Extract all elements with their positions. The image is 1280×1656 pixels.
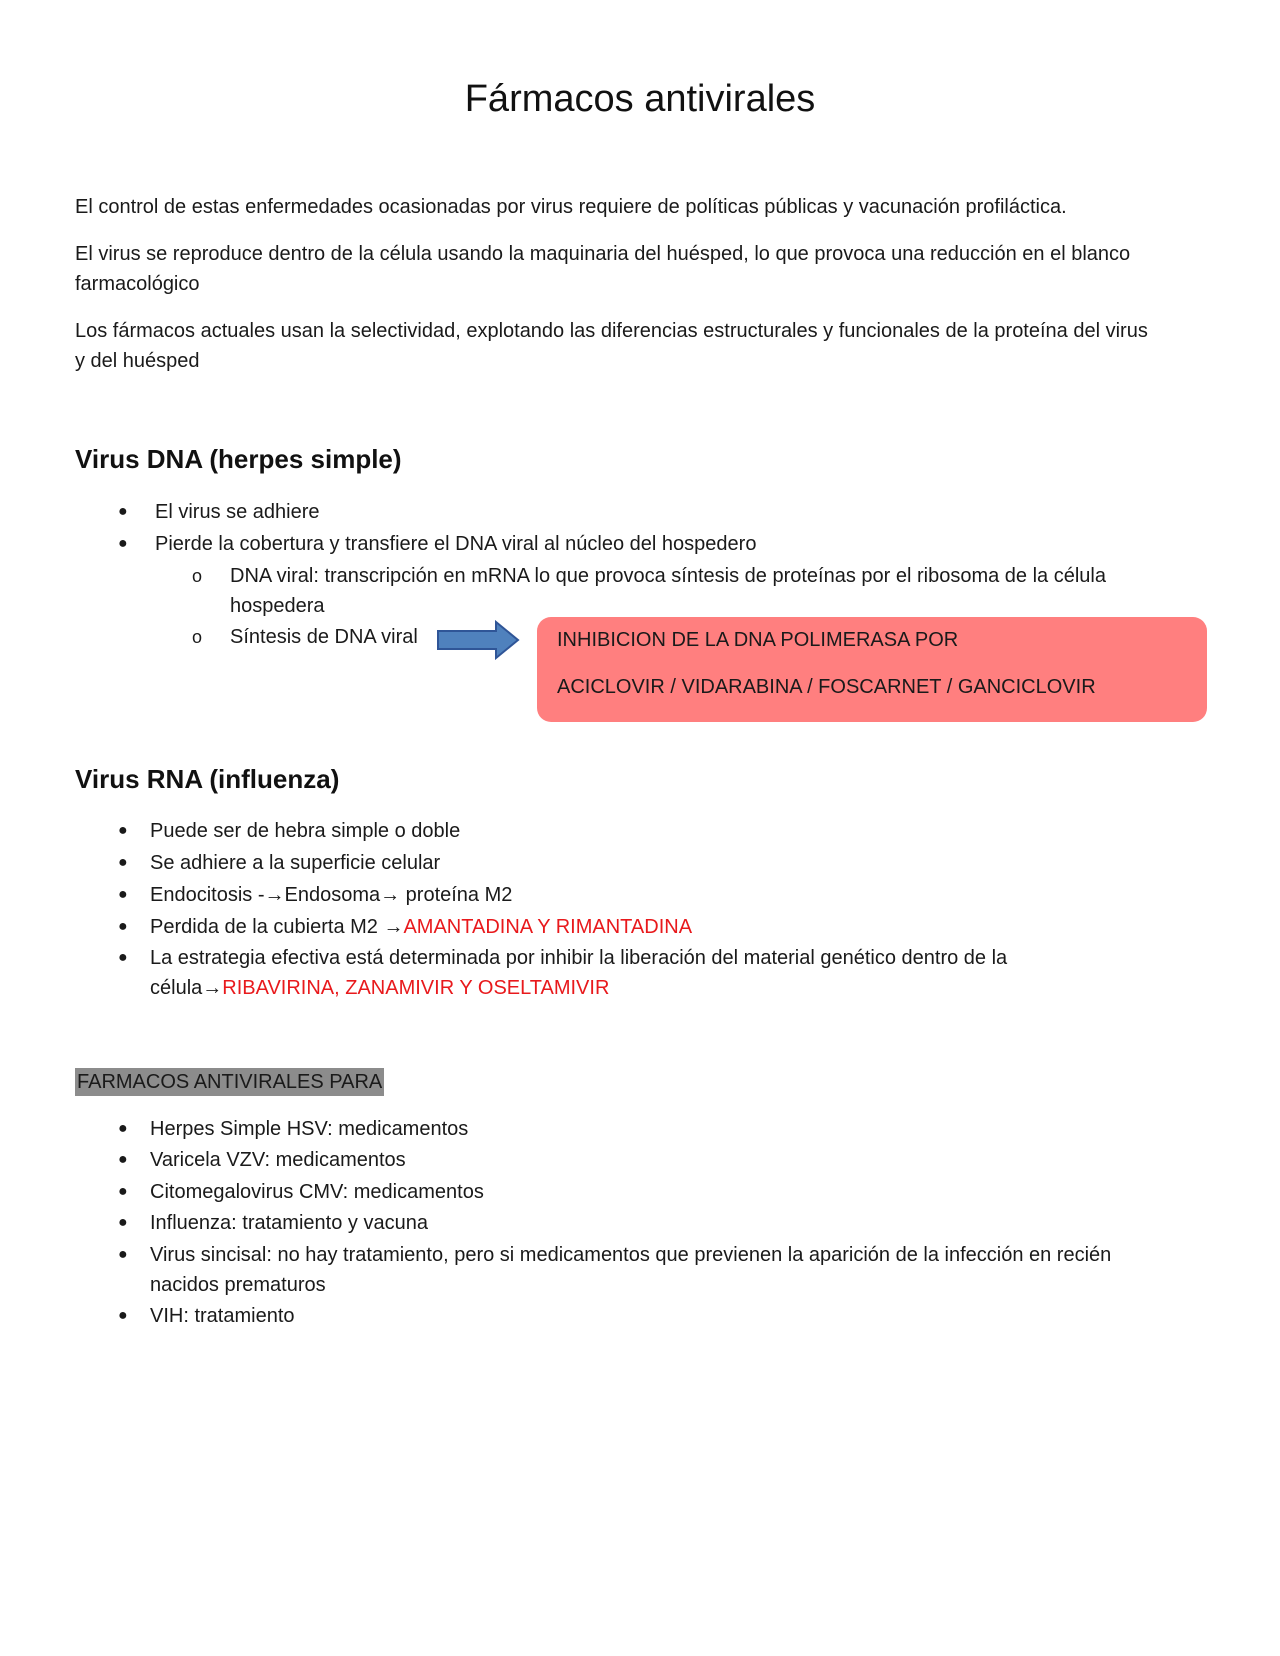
intro-paragraph-3-line-2: y del huésped [75,350,200,372]
bullet-icon: ● [118,1151,128,1168]
rna-item-5-line-1: La estrategia efectiva está determinada por inhibir la liberación del material genético dentro de la [150,947,1008,969]
dna-subitem-1-line-1: DNA viral: transcripción en mRNA lo que provoca síntesis de proteínas por el ribosoma de la célula [230,565,1106,587]
bullet-icon: ● [118,535,128,552]
ribavirina-drug-label: RIBAVIRINA, ZANAMIVIR Y OSELTAMIVIR [222,977,610,999]
intro-paragraph-2-line-1: El virus se reproduce dentro de la célula usando la maquinaria del huésped, lo que provoca una reducción en el blanco [75,243,1131,265]
document-title: Fármacos antivirales [464,78,816,120]
rna-list-item: Endocitosis -→Endosoma→ proteína M2 [150,884,513,906]
bullet-icon: ● [118,1214,128,1231]
rna-item-5-text: célula→ [150,977,223,999]
bullet-icon: ● [118,503,128,520]
rna-list-item: Se adhiere a la superficie celular [150,852,441,874]
rna-item-4-text: Perdida de la cubierta M2 → [150,916,404,938]
farmacos-list-item-continuation: nacidos prematuros [150,1274,326,1296]
rna-section-heading: Virus RNA (influenza) [75,764,340,794]
farmacos-list-item: Herpes Simple HSV: medicamentos [150,1118,469,1140]
bullet-icon: ● [118,918,128,935]
rna-list-item-5-line-2 [150,973,609,1003]
bullet-icon: ● [118,1120,128,1137]
rna-list-item: Puede ser de hebra simple o doble [150,820,461,842]
farmacos-list-item: Influenza: tratamiento y vacuna [150,1212,428,1234]
intro-paragraph-1: El control de estas enfermedades ocasionadas por virus requiere de políticas públicas y vacunación profiláctica. [75,196,1067,218]
dna-list-item: El virus se adhiere [155,501,320,523]
dna-subitem-2: Síntesis de DNA viral [230,626,418,648]
farmacos-list-item: VIH: tratamiento [150,1305,295,1327]
bullet-icon: ● [118,949,128,966]
farmacos-list-item: Varicela VZV: medicamentos [150,1149,406,1171]
dna-section-heading: Virus DNA (herpes simple) [75,444,402,474]
callout-line-2: ACICLOVIR / VIDARABINA / FOSCARNET / GANCICLOVIR [557,676,1096,698]
bullet-icon: ● [118,1246,128,1263]
dna-polymerase-callout [537,617,1207,722]
dna-subitem-1-line-2: hospedera [230,595,325,617]
circle-bullet-icon: o [192,566,203,586]
bullet-icon: ● [118,854,128,871]
farmacos-list-item: Virus sincisal: no hay tratamiento, pero si medicamentos que previenen la aparición de la infección en recién [150,1244,1112,1266]
bullet-icon: ● [118,1183,128,1200]
farmacos-list-item: Citomegalovirus CMV: medicamentos [150,1181,484,1203]
bullet-icon: ● [118,1307,128,1324]
dna-list-item: Pierde la cobertura y transfiere el DNA viral al núcleo del hospedero [155,533,757,555]
rna-list-item-4 [150,912,692,942]
intro-paragraph-2-line-2: farmacológico [75,273,200,295]
intro-paragraph-3-line-1: Los fármacos actuales usan la selectividad, explotando las diferencias estructurales y funcionales de la proteína del virus [75,320,1148,342]
callout-line-1: INHIBICION DE LA DNA POLIMERASA POR [557,629,959,651]
right-arrow-icon [436,620,520,660]
amantadina-drug-label: AMANTADINA Y RIMANTADINA [403,916,693,938]
circle-bullet-icon: o [192,627,203,647]
farmacos-section-heading: FARMACOS ANTIVIRALES PARA [75,1068,384,1096]
bullet-icon: ● [118,886,128,903]
bullet-icon: ● [118,822,128,839]
